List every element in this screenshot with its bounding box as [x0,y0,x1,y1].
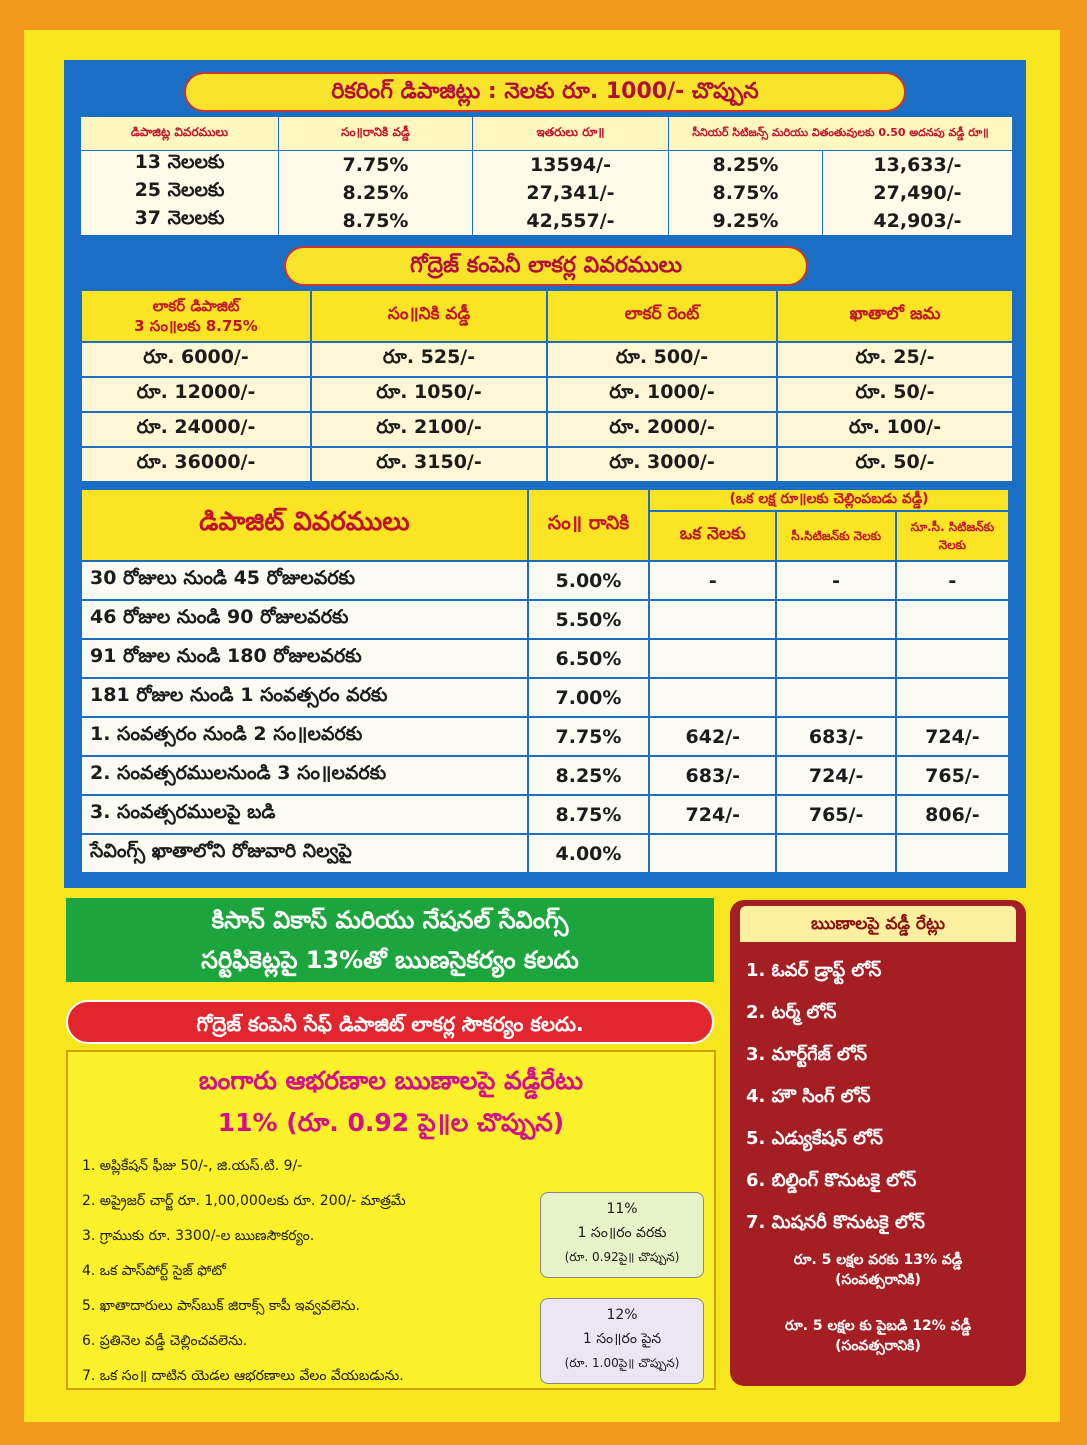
deposit-header-super-senior: సూ.సీ. సిటిజన్‌కు నెలకు [896,511,1009,561]
gold-rate-box-term: 1 సం॥రం పైన [582,1331,662,1347]
deposit-rate: 7.75% [528,717,649,756]
locker-header-rent: లాకర్ రెంట్ [547,290,777,342]
deposit-term: 30 రోజులు నుండి 45 రోజులవరకు [81,561,528,600]
loan-rates-panel [730,900,1026,1386]
rd-header: సీనియర్ సిటిజన్స్ మరియు వితంతువులకు 0.50 అదనపు వడ్డీ రూ॥ [669,117,1013,151]
deposit-header-month: ఒక నెలకు [649,511,776,561]
rd-cell: 42,903/- [823,207,1013,235]
locker-cell: రూ. 2000/- [547,412,777,447]
table-row [81,207,1013,235]
deposit-month: 642/- [649,717,776,756]
table-row [81,639,1009,678]
deposit-super-senior [896,600,1009,639]
rd-cell: 13594/- [473,151,669,179]
deposit-term: సేవింగ్స్ ఖాతాలోని రోజువారి నిల్వపై [81,834,528,873]
deposit-rate: 5.50% [528,600,649,639]
deposit-senior [776,834,895,873]
gold-rate-box-term: 1 సం॥రం వరకు [577,1225,667,1241]
deposit-header-row [81,489,1009,511]
deposit-header-senior: సీ.సిటిజన్‌కు నెలకు [776,511,895,561]
list-item: 3. గ్రాముకు రూ. 3300/-ల ఋణసౌకర్యం. [82,1228,315,1244]
deposit-term: 2. సంవత్సరములనుండి 3 సం॥లవరకు [81,756,528,795]
deposit-super-senior: 724/- [896,717,1009,756]
deposit-rate: 6.50% [528,639,649,678]
deposit-month [649,678,776,717]
gold-title: బంగారు ఆభరణాల ఋణాలపై వడ్డీరేటు [198,1066,584,1095]
locker-cell: రూ. 25/- [777,342,1013,377]
rd-header-row [81,117,1013,151]
loan-note-1 [730,1250,1026,1290]
table-row [81,717,1009,756]
deposit-senior: 724/- [776,756,895,795]
list-item: 3. మార్ట్‌గేజ్ లోన్ [746,1044,867,1065]
deposit-super-senior: 806/- [896,795,1009,834]
list-item: 2. టర్మ్ లోన్ [746,1002,837,1023]
rd-cell: 7.75% [279,151,473,179]
locker-cell: రూ. 3000/- [547,447,777,482]
rd-header: డిపాజిట్ల వివరములు [81,117,279,151]
locker-header-credit: ఖాతాలో జమ [777,290,1013,342]
deposit-term: 46 రోజుల నుండి 90 రోజులవరకు [81,600,528,639]
table-row [81,834,1009,873]
deposit-header-rate: సం॥ రానికి [528,489,649,561]
deposit-header-group: (ఒక లక్ష రూ॥లకు చెల్లింపబడు వడ్డీ) [649,489,1009,511]
deposit-super-senior [896,678,1009,717]
locker-table [80,289,1014,483]
rd-cell: 27,490/- [823,179,1013,207]
gold-rate-box-value: 12% [606,1307,638,1323]
rd-cell: 8.25% [279,179,473,207]
deposit-month [649,639,776,678]
deposit-table [80,488,1010,874]
rd-cell: 37 నెలలకు [81,207,279,235]
table-row [81,447,1013,482]
loan-note-2 [730,1316,1026,1356]
rd-cell: 8.25% [669,151,823,179]
table-row [81,600,1009,639]
locker-title: గోద్రెజ్ కంపెనీ లాకర్ల వివరములు [284,246,808,286]
deposit-senior: 683/- [776,717,895,756]
table-row [81,342,1013,377]
rd-cell: 8.75% [279,207,473,235]
table-row [81,795,1009,834]
deposit-super-senior [896,639,1009,678]
deposit-rate: 4.00% [528,834,649,873]
locker-cell: రూ. 24000/- [81,412,311,447]
locker-cell: రూ. 6000/- [81,342,311,377]
locker-cell: రూ. 500/- [547,342,777,377]
list-item: 7. ఒక సం॥ దాటిన యెడల ఆభరణాలు వేలం వేయబడును. [82,1368,404,1384]
kisan-banner [66,898,714,982]
table-row [81,678,1009,717]
rd-cell: 13,633/- [823,151,1013,179]
deposit-senior [776,678,895,717]
deposit-rate: 5.00% [528,561,649,600]
gold-rate-box-value: 11% [606,1201,638,1217]
table-row [81,412,1013,447]
list-item: 6. ప్రతినెల వడ్డీ చెల్లించవలెను. [82,1333,248,1349]
safe-locker-banner: గోద్రెజ్ కంపెనీ సేఫ్ డిపాజిట్ లాకర్ల సౌకర్యం కలదు. [66,1000,714,1044]
gold-rate-title: 11% (రూ. 0.92 పై॥ల చొప్పున) [217,1108,565,1137]
locker-cell: రూ. 525/- [311,342,547,377]
loan-note-2-sub: (సంవత్సరానికి) [835,1338,921,1354]
loan-list [730,954,1026,1248]
rd-header: ఇతరులు రూ॥ [473,117,669,151]
list-item: 6. బిల్డింగ్ కొనుటకై లోన్ [746,1170,917,1191]
table-row [81,756,1009,795]
deposit-rate: 8.75% [528,795,649,834]
locker-cell: రూ. 100/- [777,412,1013,447]
rd-cell: 13 నెలలకు [81,151,279,179]
list-item: 1. అప్లికేషన్ ఫీజు 50/-, జి.యస్.టి. 9/- [82,1158,303,1174]
locker-cell: రూ. 50/- [777,447,1013,482]
locker-cell: రూ. 1050/- [311,377,547,412]
deposit-senior: - [776,561,895,600]
locker-cell: రూ. 3150/- [311,447,547,482]
rd-table [80,116,1013,235]
rd-cell: 9.25% [669,207,823,235]
list-item: 4. ఒక పాస్‌పోర్ట్ సైజ్ ఫోటో [82,1263,226,1279]
locker-cell: రూ. 12000/- [81,377,311,412]
deposit-month: - [649,561,776,600]
loan-rates-title: ఋణాలపై వడ్డీ రేట్లు [740,906,1016,942]
deposit-month: 724/- [649,795,776,834]
gold-rate-box-note: (రూ. 1.00పై॥ చొప్పున) [564,1356,680,1370]
locker-cell: రూ. 1000/- [547,377,777,412]
table-row [81,377,1013,412]
locker-header-deposit [81,290,311,342]
deposit-term: 3. సంవత్సరములపై బడి [81,795,528,834]
rd-cell: 25 నెలలకు [81,179,279,207]
loan-note-1-sub: (సంవత్సరానికి) [835,1272,921,1288]
locker-header-deposit-b: 3 సం॥లకు 8.75% [134,317,258,335]
rd-cell: 27,341/- [473,179,669,207]
deposit-month [649,834,776,873]
locker-cell: రూ. 50/- [777,377,1013,412]
list-item: 2. అప్రైజర్ చార్జ్ రూ. 1,00,000లకు రూ. 200/- మాత్రమే [82,1193,406,1209]
table-row [81,179,1013,207]
locker-header-interest: సం॥నికి వడ్డీ [311,290,547,342]
rd-title: రికరింగ్ డిపాజిట్లు : నెలకు రూ. 1000/- చొప్పున [184,72,906,112]
deposit-super-senior: - [896,561,1009,600]
gold-conditions-list [82,1154,552,1399]
deposit-rate: 7.00% [528,678,649,717]
locker-cell: రూ. 36000/- [81,447,311,482]
deposit-month [649,600,776,639]
gold-rate-box-11 [540,1192,704,1278]
gold-loan-panel [66,1050,716,1390]
deposit-term: 1. సంవత్సరం నుండి 2 సం॥లవరకు [81,717,528,756]
kisan-line-2: సర్టిఫికెట్లపై 13%తో ఋణసైకర్యం కలదు [201,946,579,974]
gold-rate-box-12 [540,1298,704,1384]
kisan-line-1: కిసాన్ వికాస్ మరియు నేషనల్ సేవింగ్స్ [211,906,569,934]
list-item: 5. ఖాతాదారులు పాస్‌బుక్ జిరాక్స్ కాపీ ఇవ్వవలెను. [82,1298,360,1314]
deposit-term: 91 రోజుల నుండి 180 రోజులవరకు [81,639,528,678]
list-item: 5. ఎడ్యుకేషన్ లోన్ [746,1128,884,1149]
table-row [81,561,1009,600]
deposit-super-senior: 765/- [896,756,1009,795]
list-item: 7. మిషనరీ కొనుటకై లోన్ [746,1212,925,1233]
deposit-header-details: డిపాజిట్ వివరములు [81,489,528,561]
list-item: 1. ఓవర్ డ్రాఫ్ట్ లోన్ [746,960,882,981]
locker-header-row [81,290,1013,342]
deposit-rate: 8.25% [528,756,649,795]
gold-rate-box-note: (రూ. 0.92పై॥ చొప్పున) [564,1250,680,1264]
rd-cell: 8.75% [669,179,823,207]
deposit-senior: 765/- [776,795,895,834]
deposit-super-senior [896,834,1009,873]
table-row [81,151,1013,179]
deposit-month: 683/- [649,756,776,795]
deposit-senior [776,600,895,639]
rd-header: సం॥రానికి వడ్డీ [279,117,473,151]
loan-note-1-text: రూ. 5 లక్షల వరకు 13% వడ్డీ [793,1252,963,1268]
locker-cell: రూ. 2100/- [311,412,547,447]
locker-header-deposit-a: లాకర్ డిపాజిట్ [152,297,240,315]
rd-cell: 42,557/- [473,207,669,235]
list-item: 4. హౌ సింగ్ లోన్ [746,1086,871,1107]
deposit-term: 181 రోజుల నుండి 1 సంవత్సరం వరకు [81,678,528,717]
deposit-senior [776,639,895,678]
loan-note-2-text: రూ. 5 లక్షల కు పైబడి 12% వడ్డీ [785,1318,971,1334]
